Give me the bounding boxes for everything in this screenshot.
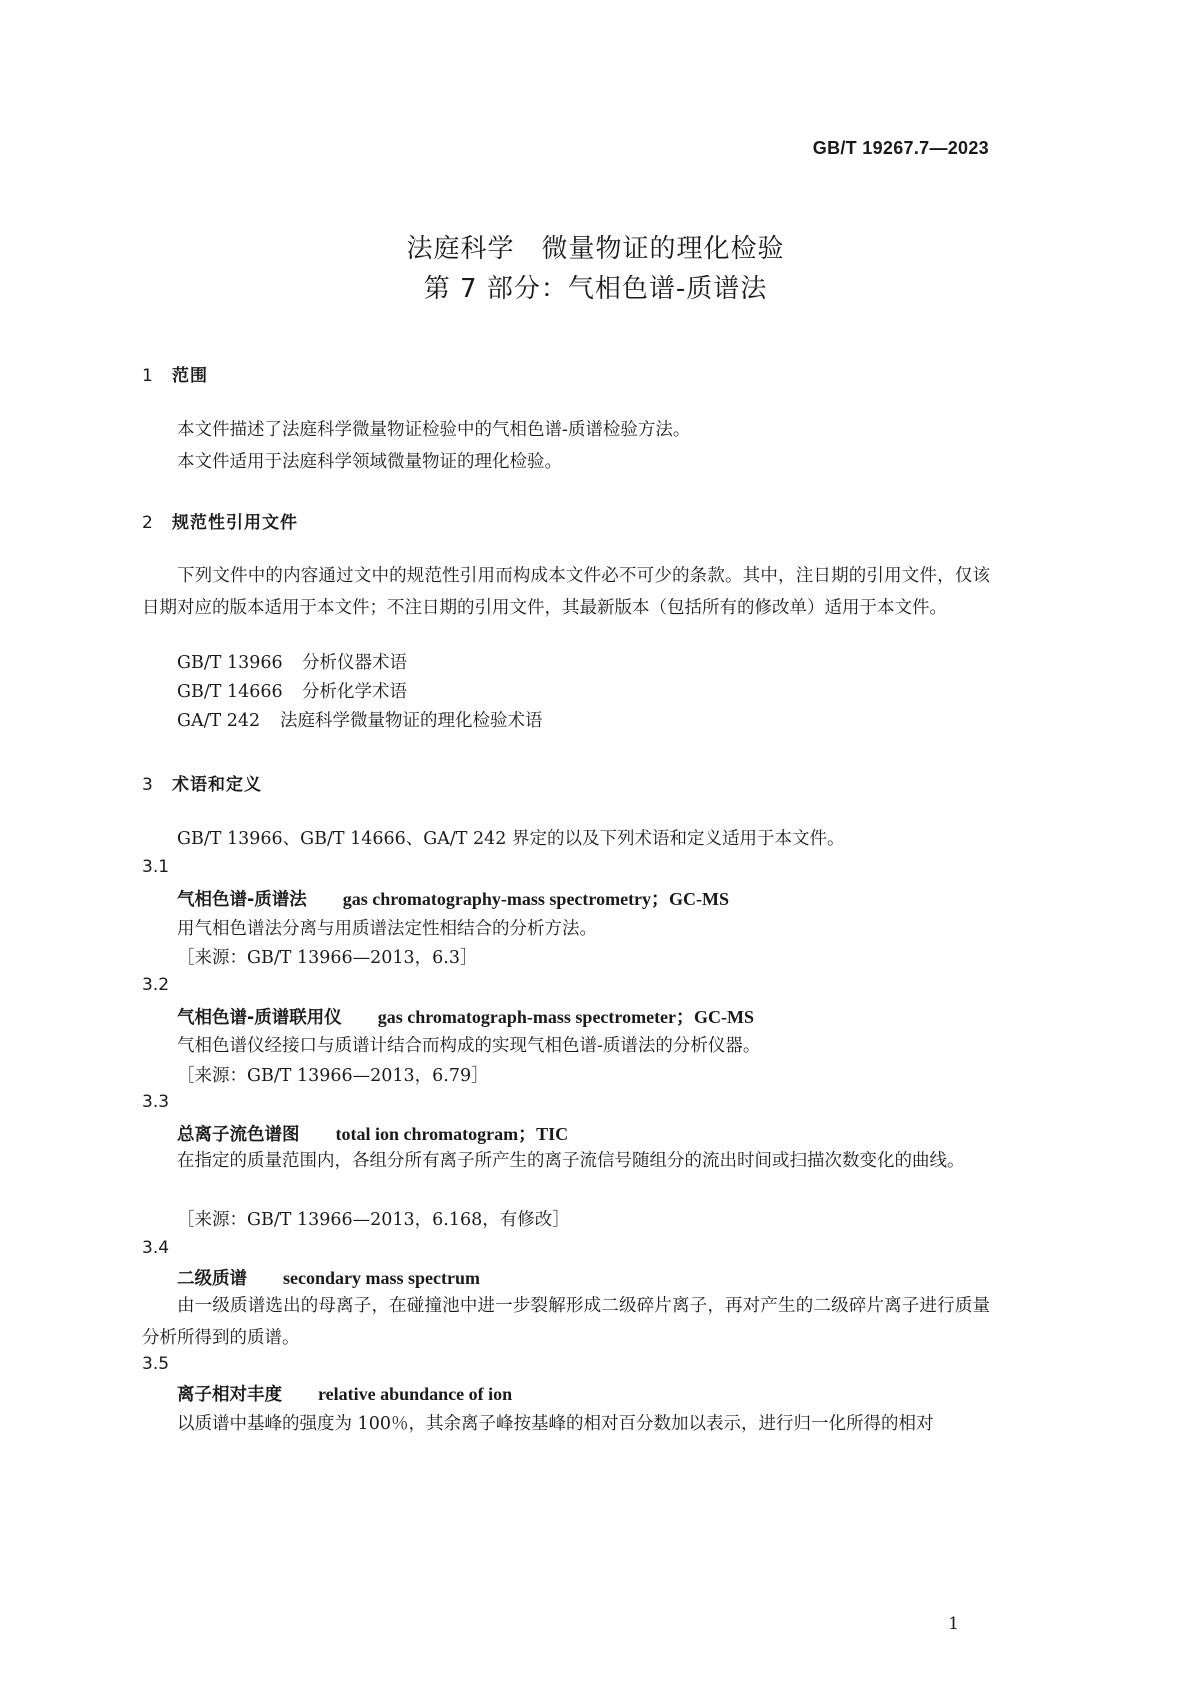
reference-code: GB/T 14666 [177, 682, 283, 702]
term-definition: 气相色谱仪经接口与质谱计结合而构成的实现气相色谱-质谱法的分析仪器。 [177, 1036, 761, 1056]
section-1-heading [142, 361, 208, 386]
section-3-intro: GB/T 13966、GB/T 14666、GA/T 242 界定的以及下列术语和定义适用于本文件。 [177, 829, 845, 849]
document-title-line2: 第 7 部分：气相色谱-质谱法 [423, 274, 768, 304]
term-number: 3.4 [142, 1238, 170, 1258]
term-definition: 以质谱中基峰的强度为 100％，其余离子峰按基峰的相对百分数加以表示，进行归一化所得的相对 [177, 1414, 934, 1434]
term-definition: 由一级质谱选出的母离子，在碰撞池中进一步裂解形成二级碎片离子，再对产生的二级碎片离子进行质量分析所得到的质谱。 [142, 1296, 990, 1348]
term-chinese: 气相色谱-质谱法 [177, 890, 307, 910]
section-3-heading [142, 770, 262, 795]
reference-code: GA/T 242 [177, 711, 261, 731]
term-chinese: 总离子流色谱图 [177, 1125, 300, 1145]
term-heading [177, 1120, 568, 1146]
section-number: 1 [142, 366, 154, 386]
term-number: 3.1 [142, 857, 170, 877]
term-number: 3.2 [142, 975, 170, 995]
normative-reference [177, 707, 543, 732]
document-title-line1: 法庭科学 微量物证的理化检验 [406, 234, 785, 264]
section-title: 规范性引用文件 [172, 513, 298, 533]
term-heading [177, 1381, 512, 1406]
standard-code: GB/T 19267.7—2023 [812, 138, 989, 158]
term-source: ［来源：GB/T 13966—2013，6.3］ [177, 948, 478, 968]
term-heading [177, 1003, 754, 1029]
normative-reference [177, 649, 407, 674]
reference-title: 分析仪器术语 [302, 653, 407, 673]
section-number: 3 [142, 775, 154, 795]
section-title: 范围 [172, 366, 208, 386]
term-english: gas chromatograph-mass spectrometer；GC-MS [377, 1007, 755, 1027]
term-source: ［来源：GB/T 13966—2013，6.79］ [177, 1066, 489, 1086]
term-chinese: 离子相对丰度 [177, 1385, 282, 1405]
term-definition: 在指定的质量范围内，各组分所有离子所产生的离子流信号随组分的流出时间或扫描次数变化的曲线。 [177, 1151, 965, 1171]
section-2-heading [142, 508, 298, 533]
term-chinese: 二级质谱 [177, 1269, 247, 1289]
section-2-paragraph: 下列文件中的内容通过文中的规范性引用而构成本文件必不可少的条款。其中，注日期的引用文件，仅该日期对应的版本适用于本文件；不注日期的引用文件，其最新版本（包括所有的修改单）适用于本文件。 [142, 566, 990, 618]
term-english: secondary mass spectrum [283, 1268, 480, 1288]
section-1-paragraph: 本文件描述了法庭科学微量物证检验中的气相色谱-质谱检验方法。 [177, 420, 691, 440]
term-english: gas chromatography-mass spectrometry；GC-MS [342, 889, 730, 909]
term-number: 3.5 [142, 1354, 170, 1374]
reference-title: 法庭科学微量物证的理化检验术语 [280, 711, 543, 731]
normative-reference [177, 678, 407, 703]
term-source: ［来源：GB/T 13966—2013，6.168，有修改］ [177, 1210, 570, 1230]
page-number: 1 [948, 1614, 959, 1634]
term-english: total ion chromatogram；TIC [335, 1124, 569, 1144]
reference-title: 分析化学术语 [302, 682, 407, 702]
term-heading [177, 885, 729, 911]
section-number: 2 [142, 513, 154, 533]
term-definition: 用气相色谱法分离与用质谱法定性相结合的分析方法。 [177, 919, 597, 939]
section-title: 术语和定义 [172, 775, 262, 795]
reference-code: GB/T 13966 [177, 653, 283, 673]
term-heading [177, 1265, 480, 1290]
section-1-paragraph: 本文件适用于法庭科学领域微量物证的理化检验。 [177, 452, 562, 472]
term-english: relative abundance of ion [318, 1384, 513, 1404]
term-chinese: 气相色谱-质谱联用仪 [177, 1008, 342, 1028]
term-number: 3.3 [142, 1092, 170, 1112]
